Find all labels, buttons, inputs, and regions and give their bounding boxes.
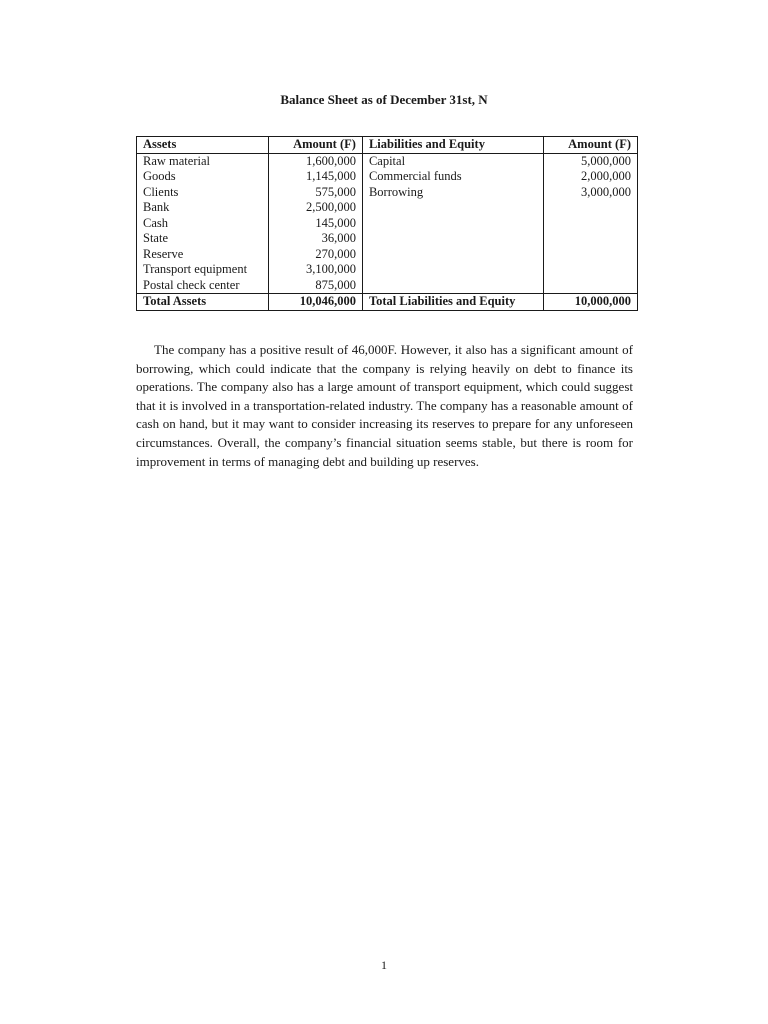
total-liabilities-value: 10,000,000	[543, 294, 637, 311]
asset-label: Cash	[143, 215, 168, 230]
table-header-row	[137, 137, 638, 154]
asset-amount: 1,145,000	[268, 169, 362, 185]
asset-amount: 575,000	[268, 185, 362, 201]
asset-label: Raw material	[143, 153, 210, 168]
liability-amount	[543, 200, 637, 216]
table-row	[137, 247, 638, 263]
table-total-row	[137, 294, 638, 311]
asset-amount: 2,500,000	[268, 200, 362, 216]
asset-amount: 145,000	[268, 216, 362, 232]
table-row	[137, 185, 638, 201]
asset-amount: 36,000	[268, 231, 362, 247]
table-row	[137, 153, 638, 169]
liability-label	[362, 231, 543, 247]
asset-label: Goods	[143, 169, 176, 183]
liability-amount	[543, 216, 637, 232]
asset-amount: 1,600,000	[268, 153, 362, 169]
header-liabilities-amount: Amount (F)	[543, 137, 637, 154]
table-row	[137, 200, 638, 216]
liability-amount: 2,000,000	[543, 169, 637, 185]
liability-label: Commercial funds	[368, 169, 462, 183]
liability-amount	[543, 231, 637, 247]
asset-amount: 3,100,000	[268, 262, 362, 278]
liability-label: Capital	[368, 153, 406, 168]
asset-amount: 875,000	[268, 278, 362, 294]
liability-label	[362, 247, 543, 263]
liability-label	[362, 262, 543, 278]
header-liabilities: Liabilities and Equity	[362, 137, 543, 154]
liability-amount	[543, 278, 637, 294]
page-title: Balance Sheet as of December 31st, N	[280, 92, 488, 107]
liability-amount: 3,000,000	[543, 185, 637, 201]
balance-sheet-table	[136, 136, 638, 311]
header-assets-amount: Amount (F)	[268, 137, 362, 154]
header-assets: Assets	[137, 137, 269, 154]
total-assets-value: 10,046,000	[268, 294, 362, 311]
asset-label: State	[143, 231, 168, 245]
asset-label: Postal check center	[143, 277, 240, 292]
asset-amount: 270,000	[268, 247, 362, 263]
liability-label: Borrowing	[368, 184, 424, 199]
page-number: 1	[381, 958, 387, 972]
total-liabilities-label: Total Liabilities and Equity	[362, 294, 543, 311]
liability-label	[362, 278, 543, 294]
liability-amount	[543, 262, 637, 278]
table-row	[137, 278, 638, 294]
liability-label	[362, 216, 543, 232]
table-row	[137, 231, 638, 247]
liability-amount	[543, 247, 637, 263]
table-row	[137, 262, 638, 278]
table-row	[137, 216, 638, 232]
liability-label	[362, 200, 543, 216]
asset-label: Clients	[143, 184, 179, 199]
table-row	[137, 169, 638, 185]
asset-label: Bank	[143, 200, 170, 214]
asset-label: Reserve	[143, 246, 184, 261]
asset-label: Transport equipment	[143, 262, 248, 276]
total-assets-label: Total Assets	[137, 294, 269, 311]
analysis-paragraph: The company has a positive result of 46,000F. However, it also has a significant amount of borrowing, which could indicate that the company is relying heavily on debt to finance its operations. The company also has a large amount of transport equipment, which could suggest that it is involved in a transportation-related industry. The company has a reasonable amount of cash on hand, but it may want to consider increasing its reserves to prepare for any unforeseen circumstances. Overall, the company’s financial situation seems stable, but there is room for improvement in terms of managing debt and building up reserves.	[136, 342, 633, 469]
liability-amount: 5,000,000	[543, 153, 637, 169]
